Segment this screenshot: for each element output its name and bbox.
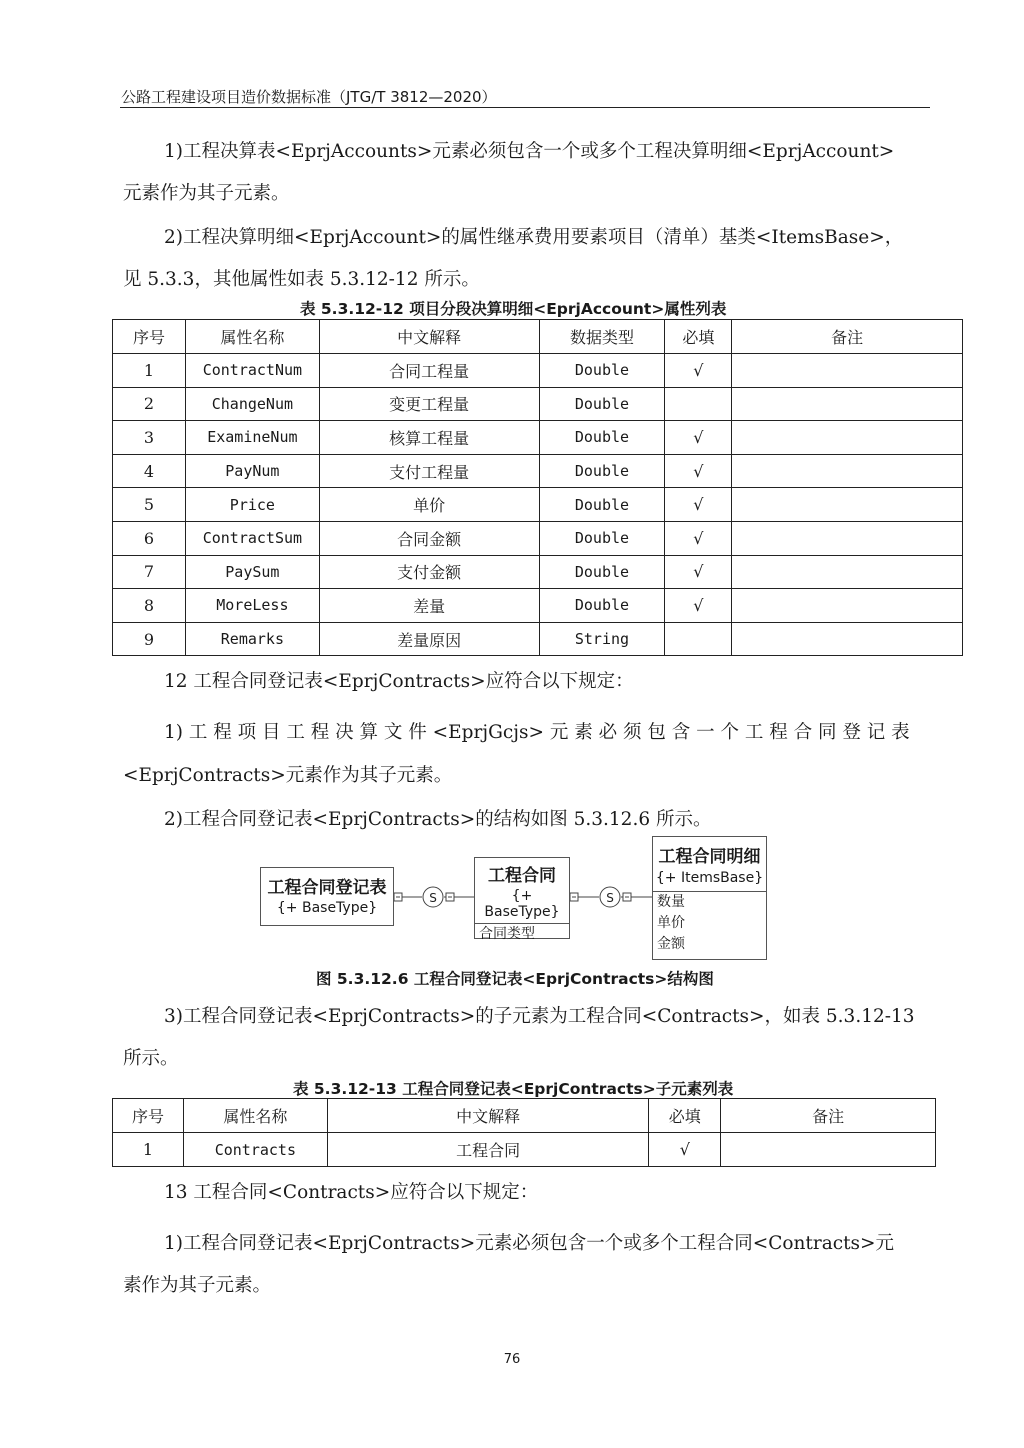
table-cell: 支付工程量: [319, 454, 539, 488]
table-row: [113, 1133, 936, 1167]
table-cell: Price: [185, 488, 319, 522]
table-cell: 2: [113, 387, 186, 421]
paragraph-3: 12 工程合同登记表<EprjContracts>应符合以下规定：: [164, 671, 634, 692]
table-cell: 1: [113, 354, 186, 388]
table-cell: Double: [539, 354, 665, 388]
table-cell: 5: [113, 488, 186, 522]
table-cell: √: [665, 454, 732, 488]
paragraph-5: 2)工程合同登记表<EprjContracts>的结构如图 5.3.12.6 所示。: [164, 809, 712, 830]
table2-header-cell: 必填: [649, 1099, 721, 1133]
table1-header-cell: 序号: [113, 320, 186, 354]
table-cell: 差量原因: [319, 622, 539, 656]
table-cell: 7: [113, 555, 186, 589]
figure-caption: 图 5.3.12.6 工程合同登记表<EprjContracts>结构图: [316, 970, 714, 988]
table-cell: 核算工程量: [319, 421, 539, 455]
table-cell: 单价: [319, 488, 539, 522]
table-cell: 1: [113, 1133, 184, 1167]
table-cell: Double: [539, 454, 665, 488]
paragraph-6-line-2: 所示。: [123, 1048, 179, 1069]
table1-header-cell: 备注: [732, 320, 963, 354]
table-cell: √: [649, 1133, 721, 1167]
table-cell: ExamineNum: [185, 421, 319, 455]
table-cell: MoreLess: [185, 589, 319, 623]
paragraph-4-line-1: 1) 工 程 项 目 工 程 决 算 文 件 <EprjGcjs> 元 素 必 须 包 含 一 个 工 程 合 同 登 记 表: [164, 722, 910, 743]
table1-caption: 表 5.3.12-12 项目分段决算明细<EprjAccount>属性列表: [300, 300, 727, 318]
table-cell: 合同金额: [319, 521, 539, 555]
diagram-box-contract-detail: [652, 836, 767, 960]
table-cell: √: [665, 589, 732, 623]
table-cell: Double: [539, 555, 665, 589]
table-cell: Remarks: [185, 622, 319, 656]
table-cell: 3: [113, 421, 186, 455]
table-cell: ContractNum: [185, 354, 319, 388]
paragraph-7: 13 工程合同<Contracts>应符合以下规定：: [164, 1182, 539, 1203]
sequence-label: S: [429, 891, 437, 905]
table1-header-cell: 属性名称: [185, 320, 319, 354]
table-cell: √: [665, 555, 732, 589]
box-attribute: 金额: [657, 936, 685, 952]
table-cell: √: [665, 488, 732, 522]
paragraph-6-line-1: 3)工程合同登记表<EprjContracts>的子元素为工程合同<Contracts>，如表 5.3.12-13: [164, 1006, 915, 1027]
diagram-box-contracts-register: [260, 867, 394, 926]
table2-header-cell: 属性名称: [183, 1099, 327, 1133]
box-subtitle: {+ ItemsBase}: [653, 870, 766, 892]
paragraph-8-line-2: 素作为其子元素。: [123, 1275, 272, 1296]
paragraph-2-line-1: 2)工程决算明细<EprjAccount>的属性继承费用要素项目（清单）基类<ItemsBase>，: [164, 227, 904, 248]
table2-child-element-list: [112, 1098, 936, 1167]
table-cell: 差量: [319, 589, 539, 623]
box-title: 工程合同: [488, 866, 556, 886]
table-cell: Contracts: [183, 1133, 327, 1167]
box-subtitle: {+ BaseType}: [276, 900, 378, 916]
table-cell: 变更工程量: [319, 387, 539, 421]
box-attribute: 数量: [657, 894, 685, 910]
table2-header-row: [113, 1099, 936, 1133]
paragraph-8-line-1: 1)工程合同登记表<EprjContracts>元素必须包含一个或多个工程合同<Contracts>元: [164, 1233, 895, 1254]
box-attribute: 合同类型: [479, 926, 535, 942]
table-cell: √: [665, 354, 732, 388]
table-cell: String: [539, 622, 665, 656]
paragraph-1-line-2: 元素作为其子元素。: [123, 183, 290, 204]
table-cell: 9: [113, 622, 186, 656]
table2-caption: 表 5.3.12-13 工程合同登记表<EprjContracts>子元素列表: [293, 1080, 734, 1098]
table-cell: 8: [113, 589, 186, 623]
table-cell: √: [665, 421, 732, 455]
table-cell: PaySum: [185, 555, 319, 589]
table-cell: ChangeNum: [185, 387, 319, 421]
table1-header-cell: 必填: [665, 320, 732, 354]
table-cell: ContractSum: [185, 521, 319, 555]
table-cell: Double: [539, 488, 665, 522]
table2-header-cell: 序号: [113, 1099, 184, 1133]
paragraph-4-line-2: <EprjContracts>元素作为其子元素。: [123, 765, 453, 786]
table2-header-cell: 备注: [721, 1099, 936, 1133]
box-title: 工程合同明细: [658, 847, 761, 867]
diagram-box-contract: [474, 857, 570, 942]
table-cell: Double: [539, 387, 665, 421]
box-attribute: 单价: [657, 915, 685, 931]
table-cell: 6: [113, 521, 186, 555]
table-cell: 合同工程量: [319, 354, 539, 388]
table1-header-cell: 中文解释: [319, 320, 539, 354]
table-cell: [721, 1133, 936, 1167]
table-cell: 4: [113, 454, 186, 488]
table-cell: √: [665, 521, 732, 555]
table-cell: Double: [539, 521, 665, 555]
table-cell: 支付金额: [319, 555, 539, 589]
running-header: 公路工程建设项目造价数据标准（JTG/T 3812—2020）: [121, 88, 497, 106]
table-cell: Double: [539, 589, 665, 623]
table-cell: 工程合同: [327, 1133, 649, 1167]
paragraph-2-line-2: 见 5.3.3，其他属性如表 5.3.12-12 所示。: [123, 269, 480, 290]
box-title: 工程合同登记表: [267, 878, 387, 898]
box-subtitle: {+ BaseType}: [475, 888, 569, 924]
table-cell: PayNum: [185, 454, 319, 488]
sequence-label: S: [606, 891, 614, 905]
table1-header-cell: 数据类型: [539, 320, 665, 354]
page-number: 76: [503, 1352, 521, 1367]
table2-header-cell: 中文解释: [327, 1099, 649, 1133]
paragraph-1-line-1: 1)工程决算表<EprjAccounts>元素必须包含一个或多个工程决算明细<EprjAccount>: [164, 141, 895, 162]
table-cell: Double: [539, 421, 665, 455]
